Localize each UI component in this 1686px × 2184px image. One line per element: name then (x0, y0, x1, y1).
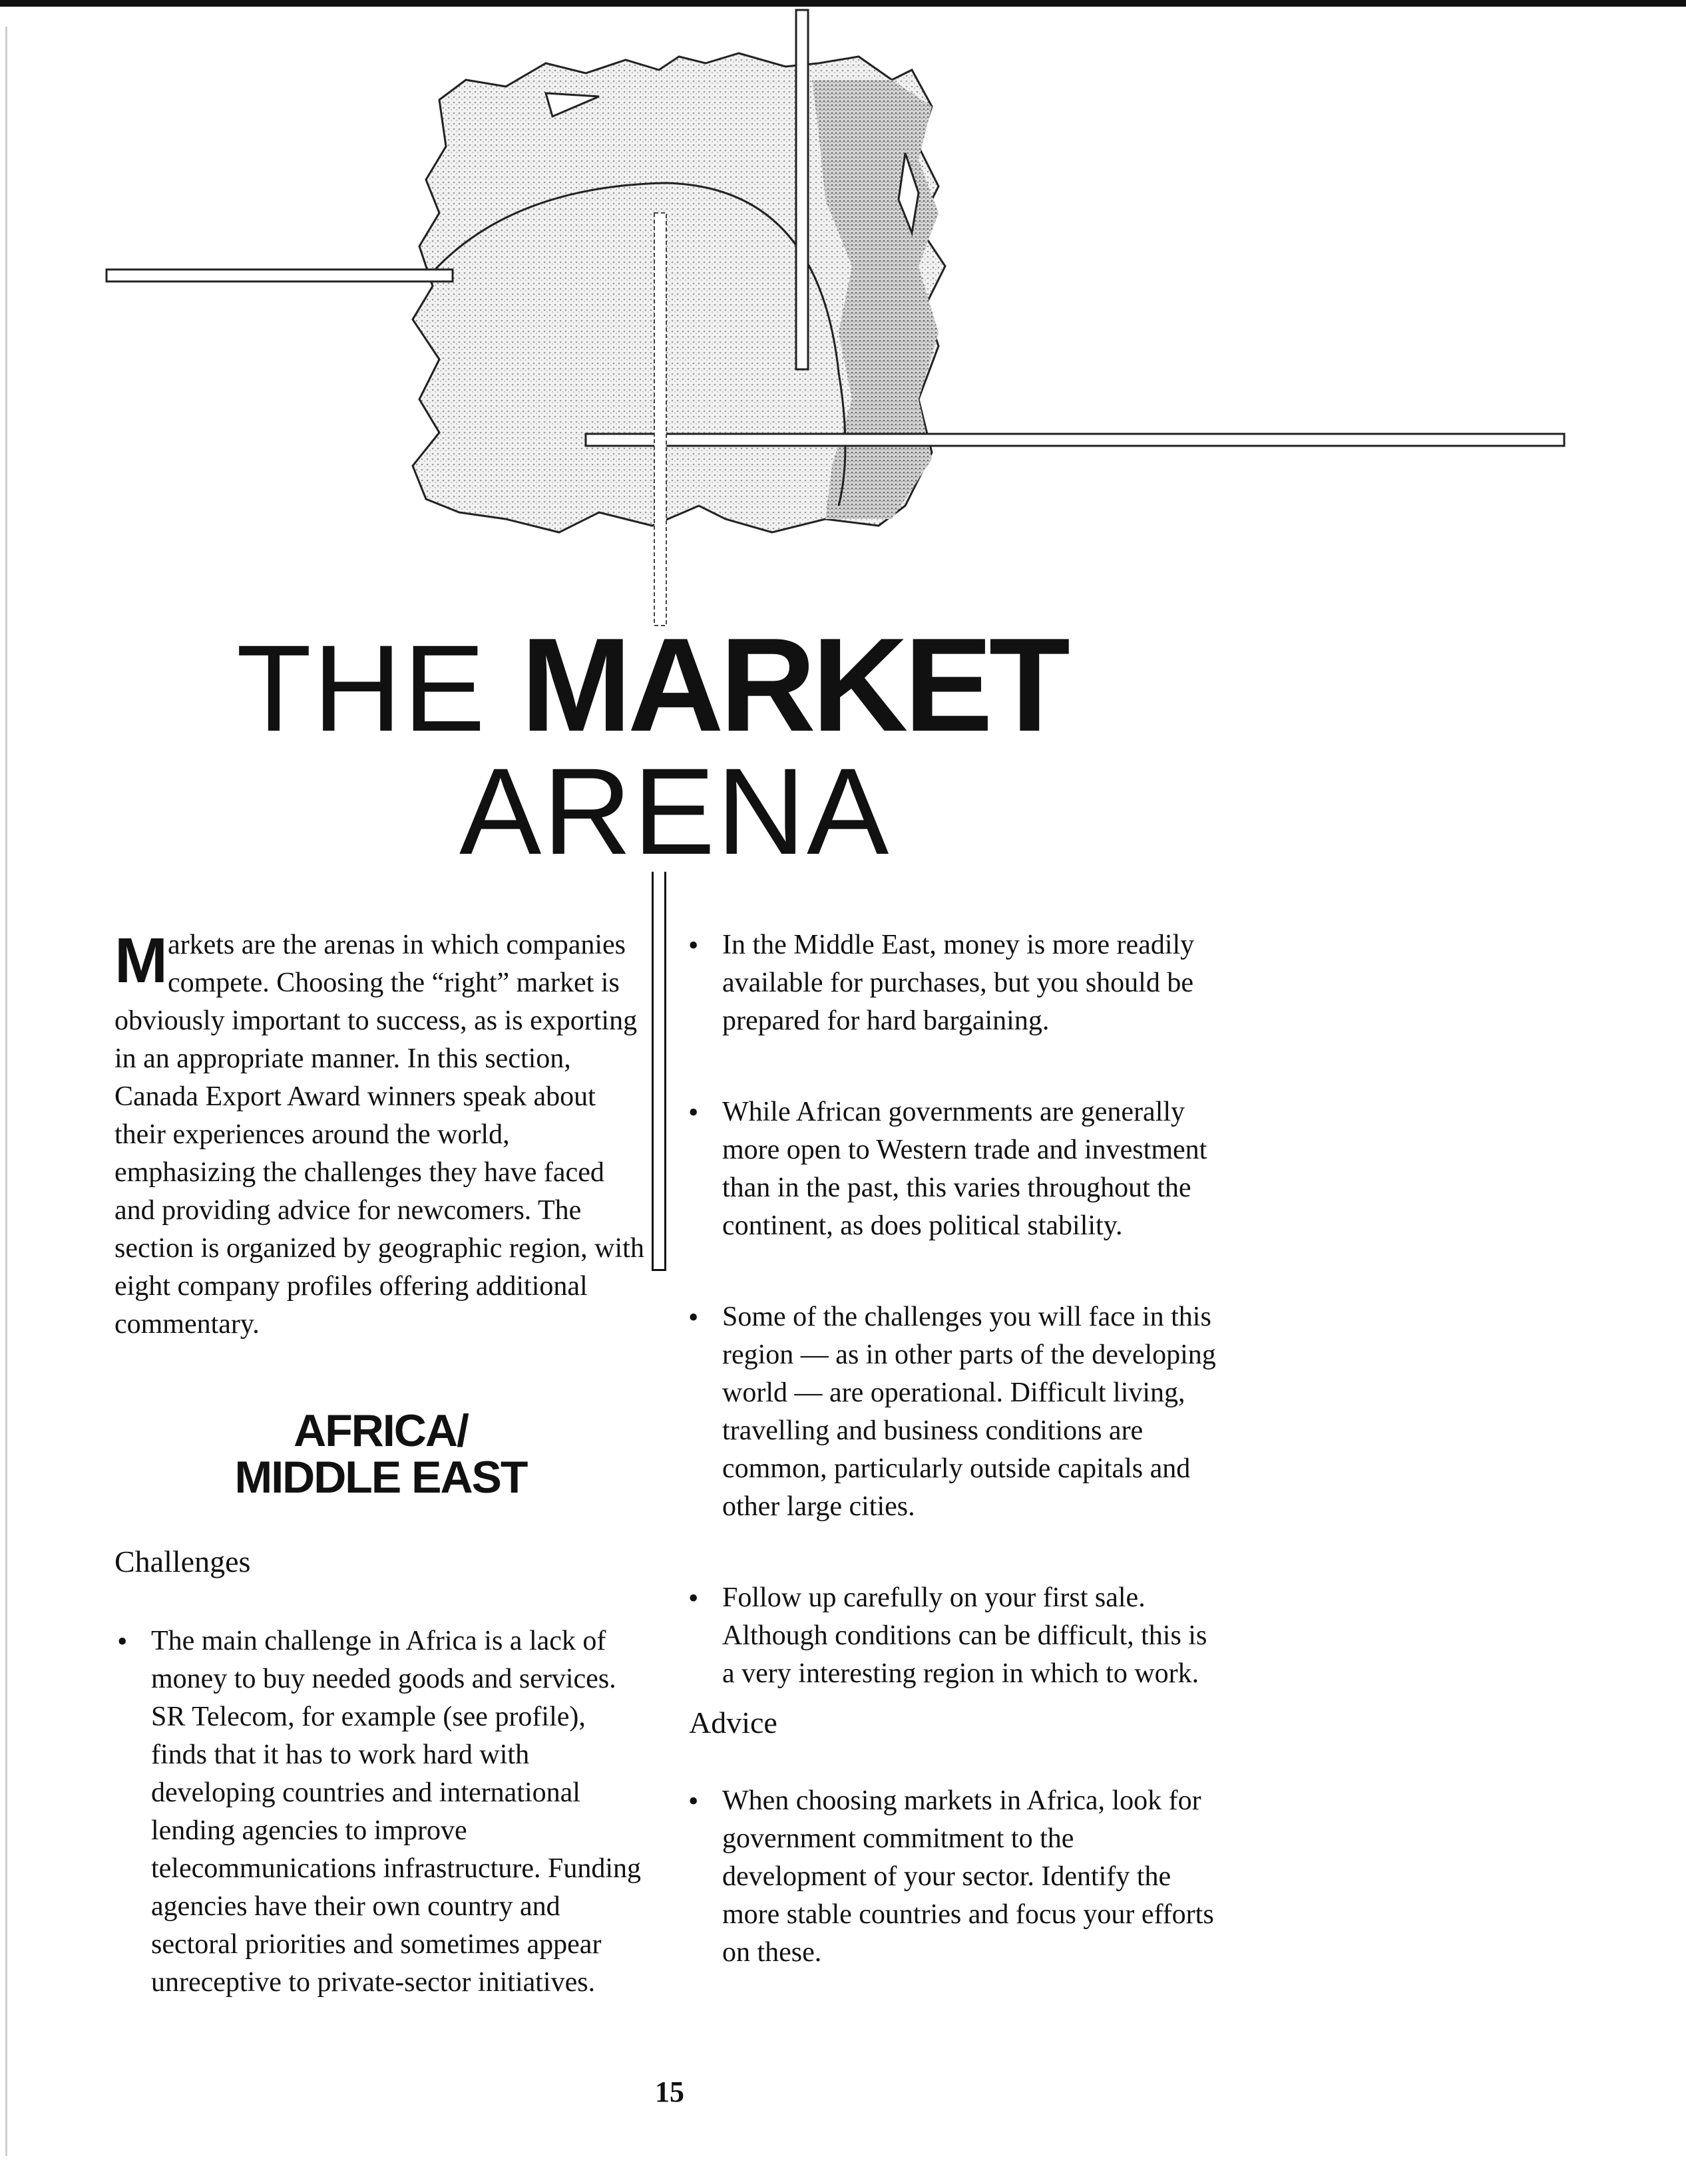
challenges-heading: Challenges (114, 1545, 251, 1578)
vertical-bar-center (654, 213, 666, 626)
drop-cap: M (114, 925, 165, 996)
intro-paragraph (114, 926, 647, 1344)
page-title-line1 (236, 611, 1168, 759)
vertical-bar-top (796, 10, 808, 369)
title-word-the: THE (236, 620, 487, 757)
region-heading-line2: MIDDLE EAST (234, 1452, 527, 1503)
list-item: • While African governments are generally more open to Western trade and investment than in the past, this varies throughout the continent, as does political stability. (686, 1093, 1218, 1245)
horizontal-bar-right (586, 434, 1564, 446)
list-item: • In the Middle East, money is more readily available for purchases, but you should be prepared for hard bargaining. (686, 926, 1218, 1040)
title-word-market: MARKET (521, 611, 1066, 759)
page-title-line2: ARENA (459, 743, 891, 880)
region-heading-line1: AFRICA/ (294, 1405, 468, 1456)
list-item: • The main challenge in Africa is a lack of money to buy needed goods and services. SR Telecom, for example (see profile), finds that it has to work hard with developing countries and international lending agencies to improve telecommunications infrastructure. Funding agencies have their own country and sectoral priorities and sometimes appear unreceptive to private-sector initiatives. (114, 1622, 647, 2002)
horizontal-bar-left (106, 270, 453, 281)
page-number: 15 (655, 2076, 684, 2108)
globe-illustration (0, 0, 1686, 639)
challenges-list-left (114, 1622, 647, 2002)
list-item: • When choosing markets in Africa, look for government commitment to the development of your sector. Identify the more stable countries and focus your efforts on these. (686, 1782, 1218, 1972)
list-item: • Some of the challenges you will face in this region — as in other parts of the developing world — are operational. Difficult living, travelling and business conditions are common, particularly outside capitals and other large cities. (686, 1298, 1218, 1526)
intro-text: arkets are the arenas in which companies compete. Choosing the “right” market is obviously important to success, as is exporting in an appropriate manner. In this section, Canada Export Award winners speak about their experiences around the world, emphasizing the challenges they have faced and providing advice for newcomers. The section is organized by geographic region, with eight company profiles offering additional commentary. (114, 930, 644, 1340)
advice-list (686, 1782, 1218, 1972)
advice-heading: Advice (689, 1706, 777, 1739)
region-heading (114, 1407, 647, 1501)
challenges-list-right (686, 926, 1218, 1746)
center-vertical-rule (652, 872, 666, 1271)
list-item: • Follow up carefully on your first sale. Although conditions can be difficult, this is a very interesting region in which to work. (686, 1579, 1218, 1693)
